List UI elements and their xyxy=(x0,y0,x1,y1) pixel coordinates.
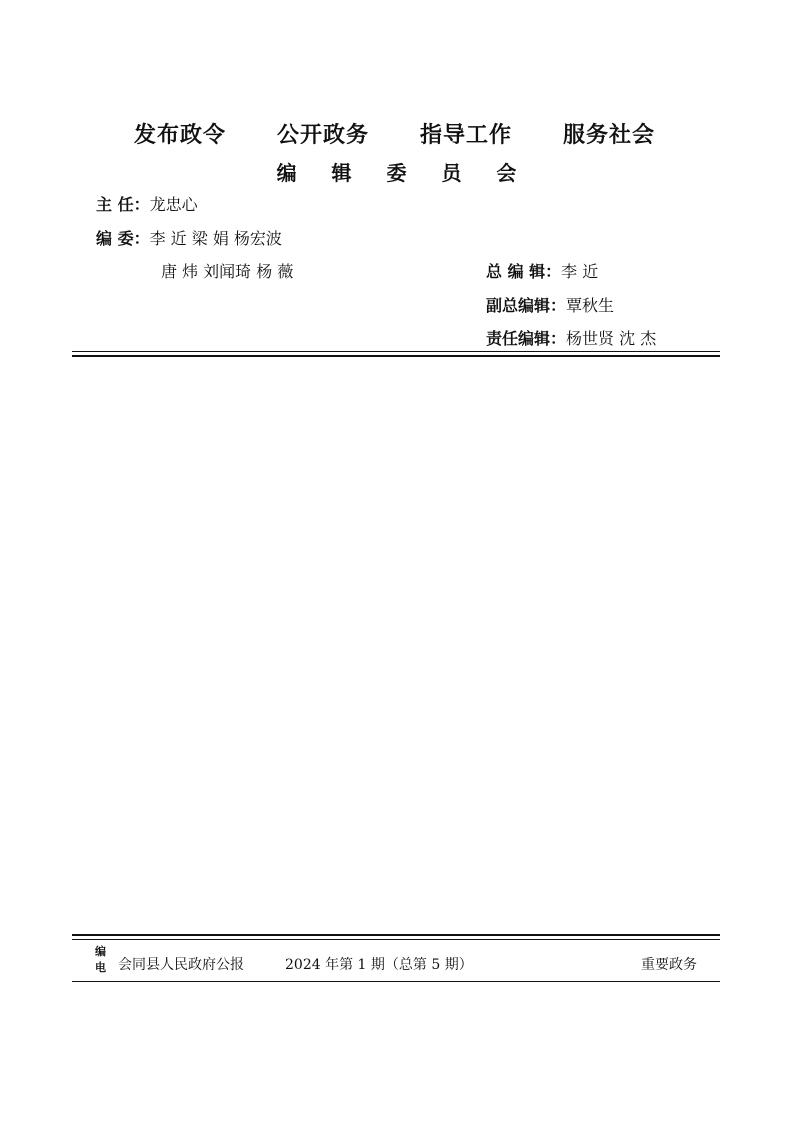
responsible-editor-value: 杨世贤 沈 杰 xyxy=(566,329,657,348)
footer-side-char-1: 编 xyxy=(95,945,106,958)
members-line-2: 唐 炜 刘闻琦 杨 薇 xyxy=(161,262,294,281)
committee-title: 编 辑 委 员 会 xyxy=(276,161,531,185)
footer-bottom-rule xyxy=(72,981,720,982)
deputy-editor-label: 副总编辑： xyxy=(486,296,567,315)
slogan-2: 公开政务 xyxy=(277,123,370,148)
footer-side-char-2: 电 xyxy=(95,961,106,974)
deputy-editor-row xyxy=(486,295,614,317)
director-label: 主 任： xyxy=(96,195,150,214)
footer-divider-thin xyxy=(72,939,720,940)
members-row-2 xyxy=(161,261,293,283)
header-divider-thick xyxy=(72,355,720,357)
director-row xyxy=(96,194,198,216)
footer-publication: 会同县人民政府公报 xyxy=(118,957,244,973)
deputy-editor-value: 覃秋生 xyxy=(566,296,615,315)
slogan-1: 发布政令 xyxy=(134,123,227,148)
director-value: 龙忠心 xyxy=(149,195,198,214)
chief-editor-label: 总 编 辑： xyxy=(486,262,562,281)
responsible-editor-label: 责任编辑： xyxy=(486,329,567,348)
slogan-4: 服务社会 xyxy=(563,123,656,148)
responsible-editor-row xyxy=(486,328,656,350)
footer-side-text xyxy=(95,944,109,976)
header-divider-thin xyxy=(72,351,720,352)
footer-issue: 2024 年第 1 期（总第 5 期） xyxy=(285,957,473,973)
chief-editor-row xyxy=(486,261,598,283)
members-row xyxy=(96,228,282,250)
footer-section: 重要政务 xyxy=(641,957,697,973)
members-label: 编 委： xyxy=(96,229,150,248)
members-line-1: 李 近 梁 娟 杨宏波 xyxy=(149,229,282,248)
masthead-slogans xyxy=(0,118,793,154)
chief-editor-value: 李 近 xyxy=(561,262,599,281)
slogan-3: 指导工作 xyxy=(420,123,513,148)
footer-divider-thick xyxy=(72,934,720,936)
